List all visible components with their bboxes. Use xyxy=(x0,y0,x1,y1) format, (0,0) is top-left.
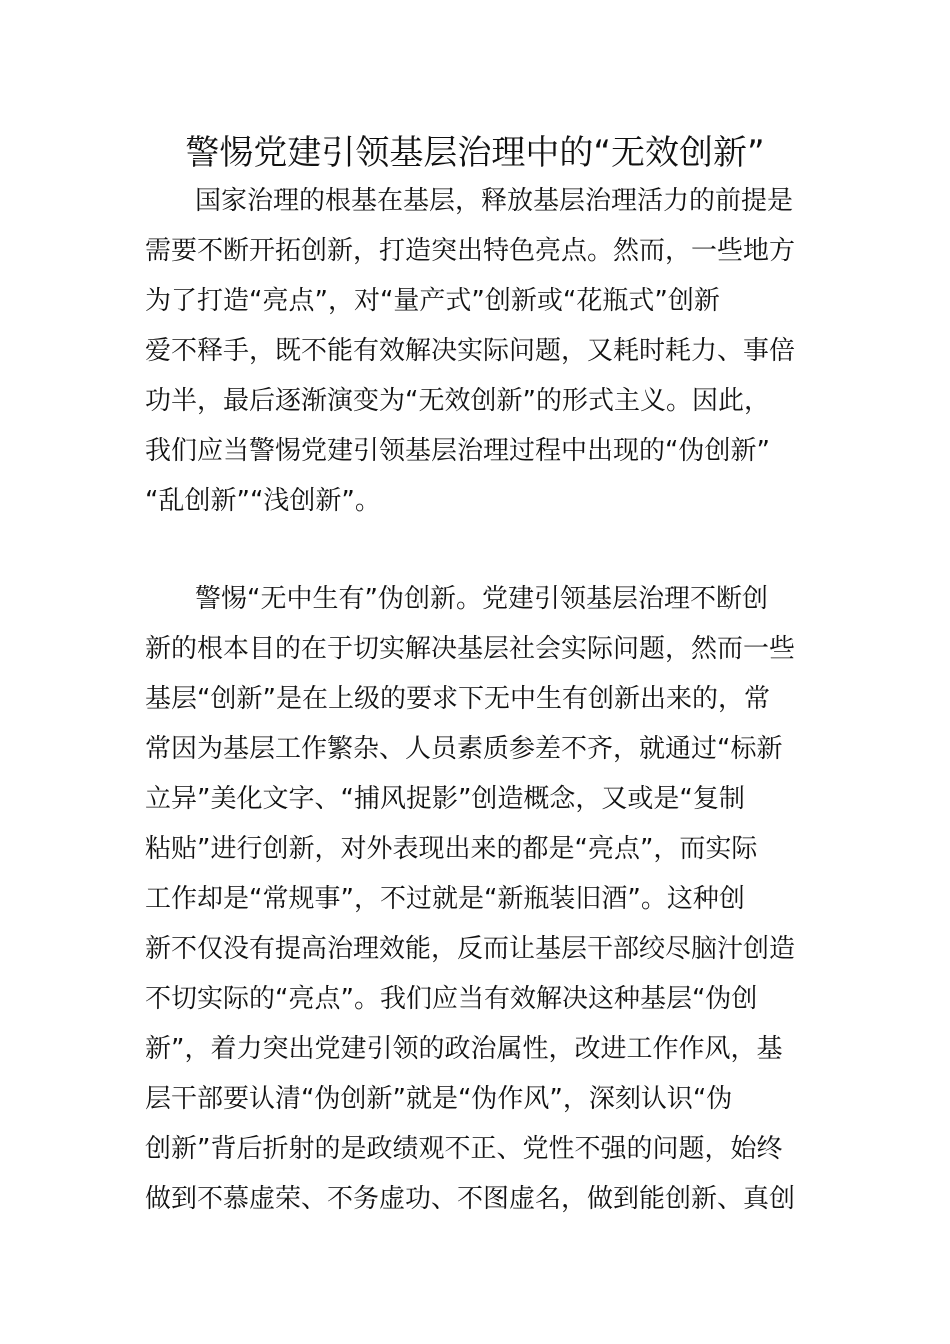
text-line: 常因为基层工作繁杂、人员素质参差不齐，就通过“标新 xyxy=(145,734,783,764)
text-line: 新”，着力突出党建引领的政治属性，改进工作作风，基 xyxy=(145,1034,783,1064)
text-line: 工作却是“常规事”，不过就是“新瓶装旧酒”。这种创 xyxy=(145,884,745,914)
text-line: 国家治理的根基在基层，释放基层治理活力的前提是 xyxy=(195,186,794,216)
text-line: 需要不断开拓创新，打造突出特色亮点。然而，一些地方 xyxy=(145,236,796,266)
text-line: 新不仅没有提高治理效能，反而让基层干部绞尽脑汁创造 xyxy=(145,934,796,964)
text-line: 警惕“无中生有”伪创新。党建引领基层治理不断创 xyxy=(195,584,768,614)
text-line: 新的根本目的在于切实解决基层社会实际问题，然而一些 xyxy=(145,634,796,664)
text-line: 层干部要认清“伪创新”就是“伪作风”，深刻认识“伪 xyxy=(145,1084,733,1114)
text-line: 立异”美化文字、“捕风捉影”创造概念，又或是“复制 xyxy=(145,784,745,814)
text-line: “乱创新”“浅创新”。 xyxy=(145,486,381,516)
text-line: 我们应当警惕党建引领基层治理过程中出现的“伪创新” xyxy=(145,436,770,466)
text-line: 不切实际的“亮点”。我们应当有效解决这种基层“伪创 xyxy=(145,984,758,1014)
text-line: 粘贴”进行创新，对外表现出来的都是“亮点”，而实际 xyxy=(145,834,758,864)
text-line: 做到不慕虚荣、不务虚功、不图虚名，做到能创新、真创 xyxy=(145,1184,796,1214)
text-line: 创新”背后折射的是政绩观不正、党性不强的问题，始终 xyxy=(145,1134,783,1164)
text-line: 功半，最后逐渐演变为“无效创新”的形式主义。因此， xyxy=(145,386,770,416)
text-line: 基层“创新”是在上级的要求下无中生有创新出来的，常 xyxy=(145,684,770,714)
page-title: 警惕党建引领基层治理中的“无效创新” xyxy=(185,133,765,173)
text-line: 为了打造“亮点”，对“量产式”创新或“花瓶式”创新 xyxy=(145,286,720,316)
text-line: 爱不释手，既不能有效解决实际问题，又耗时耗力、事倍 xyxy=(145,336,796,366)
